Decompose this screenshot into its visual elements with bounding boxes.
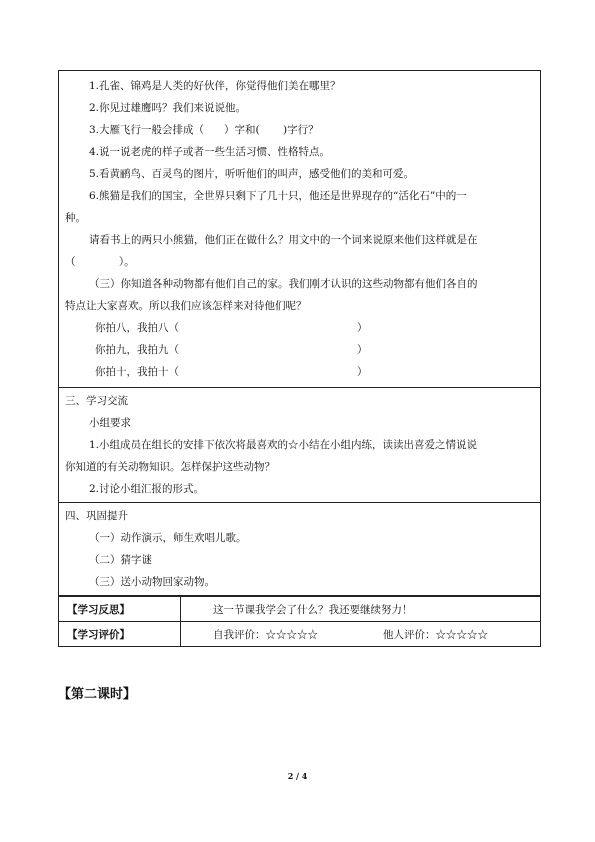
question-6-line-2: 种。 — [65, 212, 86, 224]
clap-line-8 — [65, 317, 534, 339]
question-5: 5.看黄鹂鸟、百灵鸟的图片，听听他们的叫声，感受他们的美和可爱。 — [89, 168, 415, 180]
part-3-line-2: 特点让大家喜欢。所以我们应该怎样来对待他们呢？ — [65, 300, 307, 312]
consolidate-section — [59, 503, 540, 596]
part-3-line-1: （三）你知道各种动物都有他们自己的家。我们刚才认识的这些动物都有他们各自的 — [89, 278, 478, 290]
question-1: 1.孔雀、锦鸡是人类的好伙伴，你觉得他们美在哪里？ — [89, 80, 341, 92]
reflection-text: 这一节课我学会了什么？我还要继续努力！ — [213, 603, 413, 616]
question-6-line-1: 6.熊猫是我们的国宝，全世界只剩下了几十只，他还是世界现存的“活化石”中的一 — [89, 190, 467, 202]
clap-10-text: 你拍十，我拍十（ — [95, 366, 179, 378]
lesson-heading: 【第二课时】 — [58, 687, 137, 702]
clap-8-text: 你拍八，我拍八（ — [95, 322, 179, 334]
consolidate-item-1: （一）动作演示，师生欢唱儿歌。 — [89, 532, 247, 544]
exchange-item-1-line-1: 1.小组成员在组长的安排下依次将最喜欢的☆小结在小组内练，读读出喜爱之情说说 — [89, 439, 478, 451]
question-2: 2.你见过雄鹰吗？我们来说说他。 — [89, 102, 247, 114]
clap-8-close: ） — [357, 322, 368, 334]
reflection-row — [59, 596, 540, 621]
exchange-title: 三、学习交流 — [65, 395, 128, 407]
questions-section — [59, 71, 540, 388]
clap-9-text: 你拍九，我拍九（ — [95, 344, 179, 356]
consolidate-title: 四、巩固提升 — [65, 510, 128, 522]
lesson-table — [58, 70, 541, 647]
exchange-subtitle: 小组要求 — [89, 417, 131, 429]
page-number: 2 / 4 — [287, 771, 308, 781]
reflection-label: 【学习反思】 — [59, 597, 181, 621]
consolidate-item-3: （三）送小动物回家动物。 — [89, 576, 215, 588]
exchange-item-2: 2.讨论小组汇报的形式。 — [89, 483, 205, 495]
clap-10-close: ） — [357, 366, 368, 378]
clap-line-9 — [65, 339, 534, 361]
evaluation-row — [59, 621, 540, 646]
question-3: 3.大雁飞行一般会排成（ ）字和( )字行？ — [89, 124, 319, 136]
panda-question-line-2: （ ）。 — [65, 256, 135, 268]
peer-evaluation: 他人评价：☆☆☆☆☆ — [383, 628, 488, 641]
panda-question-line-1: 请看书上的两只小熊猫，他们正在做什么？用文中的一个词来说原来他们这样就是在 — [89, 234, 478, 246]
exchange-section — [59, 388, 540, 503]
consolidate-item-2: （二）猜字谜 — [89, 554, 152, 566]
clap-9-close: ） — [357, 344, 368, 356]
evaluation-label: 【学习评价】 — [59, 622, 181, 646]
exchange-item-1-line-2: 你知道的有关动物知识。怎样保护这些动物？ — [65, 461, 275, 473]
question-4: 4.说一说老虎的样子或者一些生活习惯、性格特点。 — [89, 146, 331, 158]
clap-line-10 — [65, 361, 534, 383]
self-evaluation: 自我评价：☆☆☆☆☆ — [213, 628, 318, 641]
